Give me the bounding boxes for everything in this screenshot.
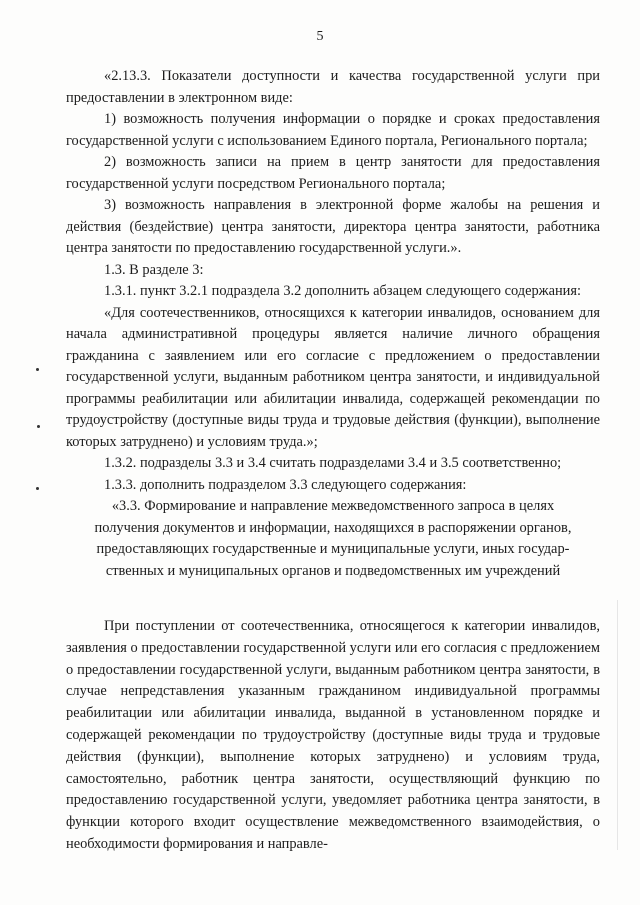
scan-artifact-line [617,600,618,850]
paragraph-item-2: 2) возможность записи на прием в центр занятости для предоставления государственной услуги посредством Регионального портала; [66,154,600,192]
section-heading-line: «3.3. Формирование и направление межведомственного запроса в целях [111,498,555,514]
section-3-3-heading [66,496,600,582]
document-body-bottom [66,616,600,856]
section-heading-line: ственных и муниципальных органов и подведомственных им учреждений [105,562,561,579]
quoted-paragraph-compatriots: «Для соотечественников, относящихся к категории инвалидов, основанием для начала административной процедуры является наличие личного обращения гражданина с заявлением или его согласие с предложением о предоставлении государственной услуги, выданным работником центра занятости, и индивидуальной программы реабилитации или абилитации инвалида, содержащей рекомендации по трудоустройству (доступные виды труда и трудовые действия (функции), выполнение которых затруднено) и условиям труда.»; [66,304,600,450]
scan-margin-dot [36,487,39,490]
paragraph-request-procedure: При поступлении от соотечественника, относящегося к категории инвалидов, заявления о предоставлении государственной услуги или его согласия с предложением о предоставлении государственной услуги, выданным работником центра занятости, в случае непредставления указанным гражданином индивидуальной программы реабилитации или абилитации инвалида, выданной в установленном порядке и содержащей рекомендации по трудоустройству (доступные виды труда и трудовые действия (функции), выполнение которых затруднено) и условиям труда, самостоятельно, работник центра занятости, осуществляющий функцию по предоставлению государственной услуги, уведомляет работника центра занятости, в функции которого входит осуществление межведомственного взаимодействия, о необходимости формирования и направле- [66,618,600,852]
paragraph-1-3-1: 1.3.1. пункт 3.2.1 подраздела 3.2 дополнить абзацем следующего содержания: [104,283,582,299]
section-heading-line: получения документов и информации, находящихся в распоряжении органов, [94,519,572,536]
scan-margin-dot [37,425,40,428]
paragraph-item-1: 1) возможность получения информации о порядке и сроках предоставления государственной услуги с использованием Единого портала, Регионального портала; [66,111,600,149]
paragraph-1-3-2: 1.3.2. подразделы 3.3 и 3.4 считать подразделами 3.4 и 3.5 соответственно; [104,455,562,471]
paragraph-1-3-3: 1.3.3. дополнить подразделом 3.3 следующего содержания: [104,476,467,493]
paragraph-1-3: 1.3. В разделе 3: [104,261,204,278]
paragraph-2-13-3-heading: «2.13.3. Показатели доступности и качества государственной услуги при предоставлении в электронном виде: [66,68,600,106]
document-body-top [66,66,600,582]
page-number: 5 [316,29,324,44]
scan-margin-dot [36,368,39,371]
paragraph-item-3: 3) возможность направления в электронной форме жалобы на решения и действия (бездействие) центра занятости, директора центра занятости, работника центра занятости по предоставлению государственной услуги.». [66,197,600,256]
section-heading-line: предоставляющих государственные и муниципальные услуги, иных государ- [96,541,570,557]
